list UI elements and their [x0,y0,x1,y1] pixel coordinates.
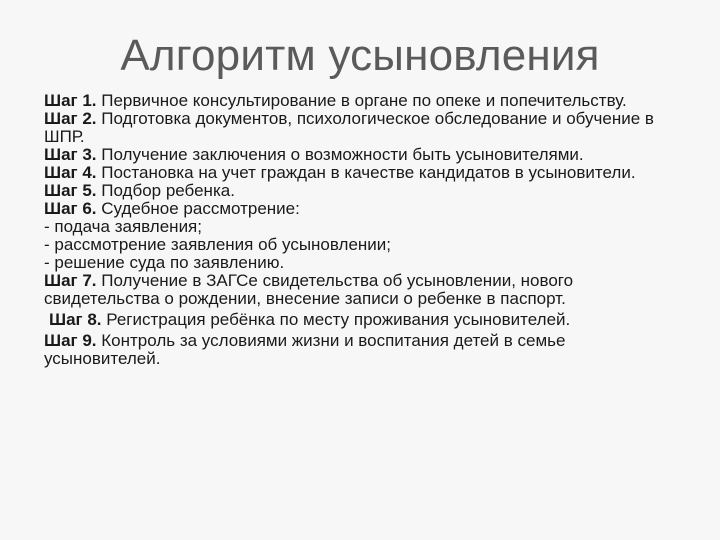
step-7 [44,272,684,308]
step-text: Получение заключения о возможности быть усыновителями. [96,145,584,164]
step-label: Шаг 4. [44,163,97,182]
step-label: Шаг 3. [44,145,97,164]
step-text: Первичное консультирование в органе по опеке и попечительству. [96,91,627,110]
step-label: Шаг 6. [44,199,97,218]
step-text: Постановка на учет граждан в качестве кандидатов в усыновители. [96,163,636,182]
step-6-subitem: - решение суда по заявлению. [44,253,285,272]
slide-title: Алгоритм усыновления [120,31,600,80]
step-label: Шаг 9. [44,331,97,350]
step-6 [44,200,684,218]
step-label: Шаг 7. [44,271,97,290]
step-text: Судебное рассмотрение: [96,199,300,218]
step-6-subitem: - подача заявления; [44,217,202,236]
step-label: Шаг 8. [49,310,102,329]
step-9 [44,332,684,368]
step-label: Шаг 5. [44,181,97,200]
step-text: Подбор ребенка. [96,181,235,200]
step-1 [44,92,684,110]
step-6-subitem: - рассмотрение заявления об усыновлении; [44,235,392,254]
step-label: Шаг 1. [44,91,97,110]
step-4 [44,164,684,182]
step-text: Регистрация ребёнка по месту проживания усыновителей. [101,310,571,329]
step-text: Получение в ЗАГСе свидетельства об усыновлении, нового свидетельства о рождении, внесение записи о ребенке в паспорт. [44,271,574,308]
step-5 [44,182,684,200]
step-8 [44,311,684,329]
steps-list [44,92,684,368]
step-text: Подготовка документов, психологическое обследование и обучение в ШПР. [44,109,654,146]
step-2 [44,110,684,146]
step-3 [44,146,684,164]
step-label: Шаг 2. [44,109,97,128]
step-text: Контроль за условиями жизни и воспитания детей в семье усыновителей. [44,331,566,368]
